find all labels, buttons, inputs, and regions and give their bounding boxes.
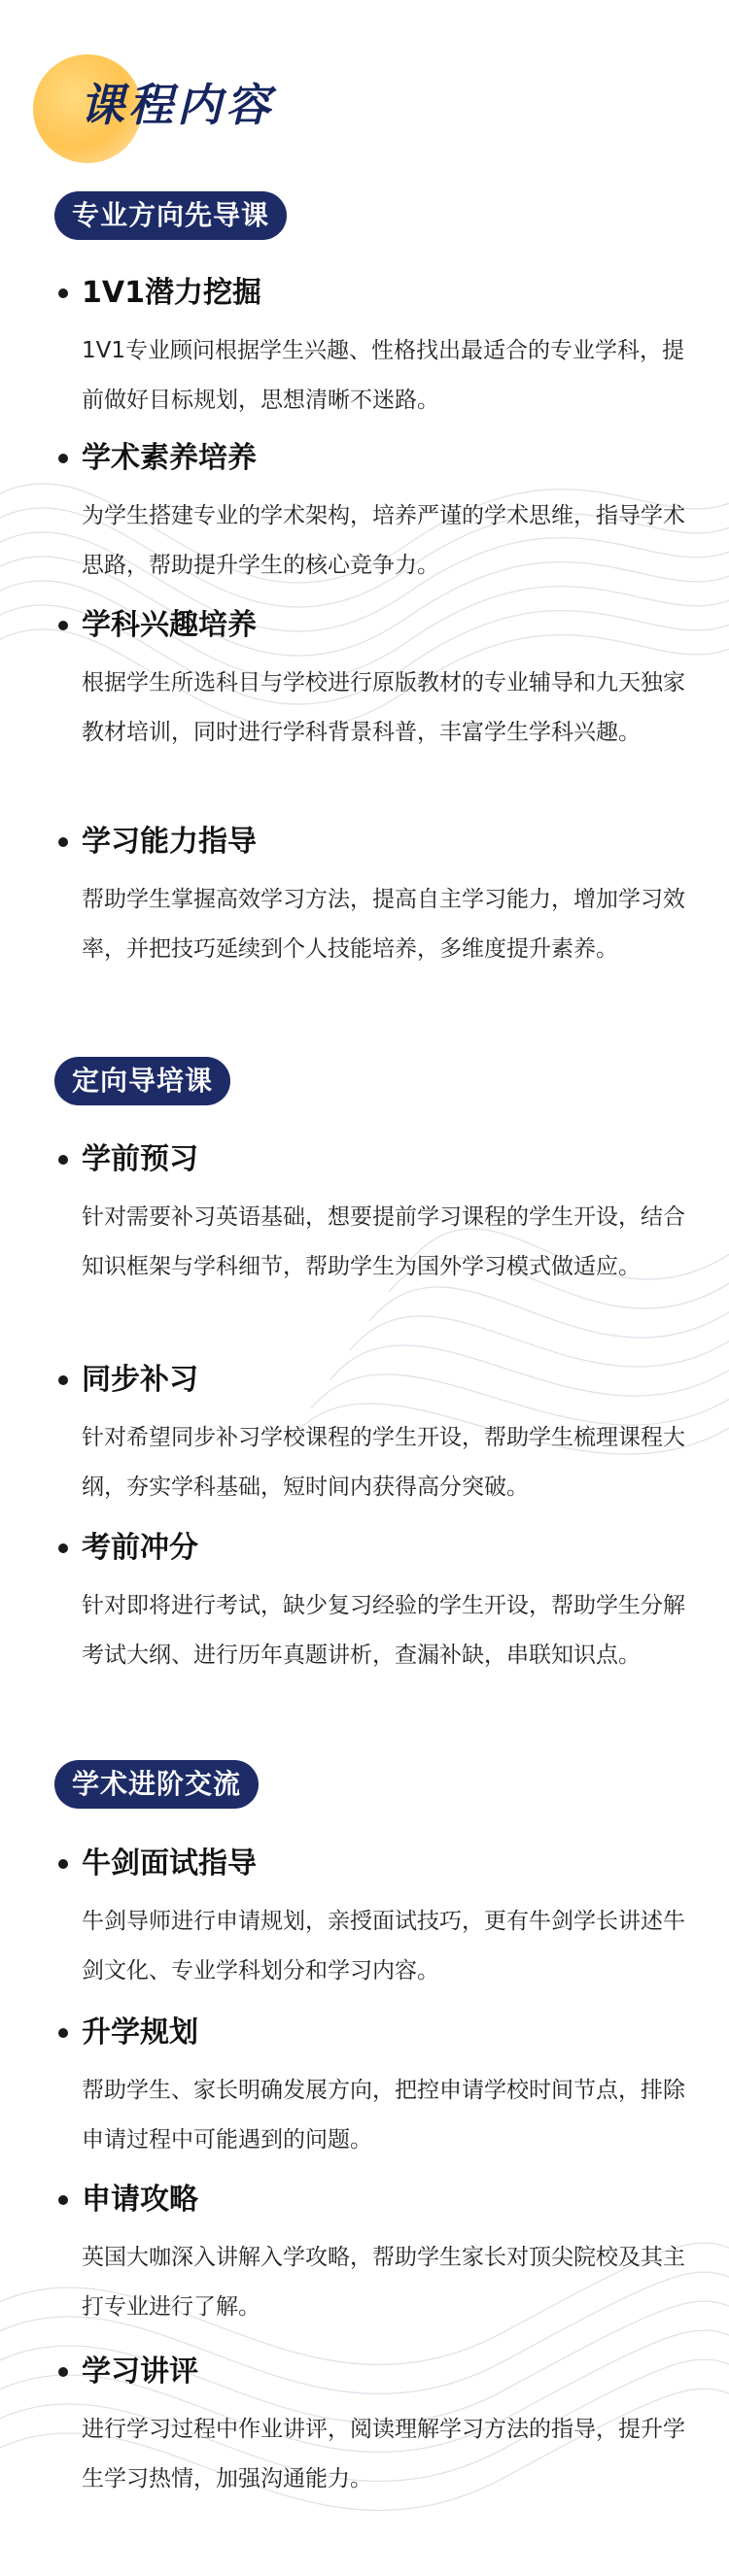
item-title-text: 学科兴趣培养	[82, 608, 257, 642]
item-title-text: 同步补习	[82, 1363, 198, 1397]
bullet-dot-icon	[58, 1375, 68, 1385]
section-badge-academic-advancement: 学术进阶交流	[54, 1760, 259, 1809]
item-description: 针对希望同步补习学校课程的学生开设，帮助学生梳理课程大纲，夯实学科基础，短时间内获得高分突破。	[82, 1425, 685, 1500]
item-title	[58, 1841, 690, 1887]
bullet-dot-icon	[58, 2028, 68, 2038]
item-title-text: 学习能力指导	[82, 825, 257, 859]
section-badge-professional-direction: 专业方向先导课	[54, 191, 287, 240]
item-title	[58, 435, 690, 482]
item-title	[58, 1357, 690, 1404]
item-description: 针对即将进行考试，缺少复习经验的学生开设，帮助学生分解考试大纲、进行历年真题讲析，查漏补缺，串联知识点。	[82, 1593, 685, 1668]
list-item	[58, 1525, 690, 1680]
item-title-text: 学习讲评	[82, 2355, 198, 2389]
item-title	[58, 602, 690, 649]
list-item	[58, 1136, 690, 1292]
bullet-dot-icon	[58, 621, 68, 630]
bullet-dot-icon	[58, 1859, 68, 1869]
item-title-text: 牛剑面试指导	[82, 1847, 257, 1881]
item-title	[58, 819, 690, 865]
list-item	[58, 602, 690, 758]
item-title-text: 考前冲分	[82, 1531, 198, 1565]
bullet-dot-icon	[58, 837, 68, 847]
item-description: 进行学习过程中作业讲评，阅读理解学习方法的指导，提升学生学习热情，加强沟通能力。	[82, 2417, 685, 2491]
bullet-dot-icon	[58, 454, 68, 463]
page-title: 课程内容	[80, 79, 274, 131]
item-title	[58, 2010, 690, 2056]
item-title-text: 学术素养培养	[82, 441, 257, 475]
item-title	[58, 270, 690, 317]
item-description: 英国大咖深入讲解入学攻略，帮助学生家长对顶尖院校及其主打专业进行了解。	[82, 2245, 685, 2320]
item-title-text: 申请攻略	[82, 2183, 198, 2217]
item-title-text: 学前预习	[82, 1142, 198, 1176]
bullet-dot-icon	[58, 2195, 68, 2205]
list-item	[58, 1841, 690, 1996]
list-item	[58, 2349, 690, 2504]
item-title	[58, 2349, 690, 2395]
list-item	[58, 1357, 690, 1512]
list-item	[58, 819, 690, 974]
item-description: 帮助学生掌握高效学习方法，提高自主学习能力，增加学习效率，并把技巧延续到个人技能培养，多维度提升素养。	[82, 887, 685, 962]
item-description: 帮助学生、家长明确发展方向，把控申请学校时间节点，排除申请过程中可能遇到的问题。	[82, 2078, 685, 2152]
section-badge-directed-tutoring: 定向导培课	[54, 1057, 230, 1105]
item-description: 为学生搭建专业的学术架构，培养严谨的学术思维，指导学术思路，帮助提升学生的核心竞争力。	[82, 503, 685, 578]
item-title	[58, 1136, 690, 1183]
bullet-dot-icon	[58, 288, 68, 298]
page-header	[0, 0, 729, 175]
list-item	[58, 2177, 690, 2332]
item-title-text: 升学规划	[82, 2016, 198, 2050]
item-title-text: 1V1潜力挖掘	[82, 276, 261, 310]
list-item	[58, 435, 690, 591]
item-title	[58, 1525, 690, 1572]
item-title	[58, 2177, 690, 2223]
item-description: 针对需要补习英语基础，想要提前学习课程的学生开设，结合知识框架与学科细节，帮助学生为国外学习模式做适应。	[82, 1204, 685, 1279]
item-description: 牛剑导师进行申请规划，亲授面试技巧，更有牛剑学长讲述牛剑文化、专业学科划分和学习内容。	[82, 1909, 685, 1983]
item-description: 1V1专业顾问根据学生兴趣、性格找出最适合的专业学科，提前做好目标规划，思想清晰不迷路。	[82, 338, 685, 413]
list-item	[58, 2010, 690, 2165]
bullet-dot-icon	[58, 1155, 68, 1165]
list-item	[58, 270, 690, 425]
bullet-dot-icon	[58, 2367, 68, 2377]
bullet-dot-icon	[58, 1543, 68, 1553]
item-description: 根据学生所选科目与学校进行原版教材的专业辅导和九天独家教材培训，同时进行学科背景科普，丰富学生学科兴趣。	[82, 670, 685, 745]
